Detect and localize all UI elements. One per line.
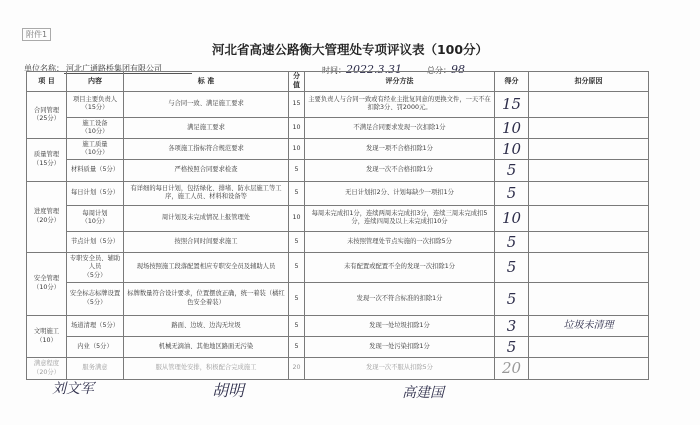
reason-cell [529, 252, 649, 282]
table-row [27, 282, 649, 315]
value-cell: 5 [289, 282, 305, 315]
standard-cell: 现场按照施工段落配置相应专职安全员及辅助人员 [124, 252, 289, 282]
method-cell: 发现一项不合格扣除1分 [305, 139, 495, 160]
value-cell: 5 [289, 160, 305, 181]
signature-1: 刘文军 [52, 381, 94, 397]
score-cell: 3 [495, 315, 529, 336]
table-row [27, 91, 649, 117]
method-cell: 发现一次不服从扣除5分 [305, 358, 495, 379]
method-cell: 未按照管理处节点实施的一次扣除5分 [305, 231, 495, 252]
value-cell: 5 [289, 181, 305, 205]
method-cell: 无日计划扣2分、计划每缺少一项扣1分 [305, 181, 495, 205]
standard-cell: 有详细的每日计划，包括绿化、排堵、防水层施工等工序，施工人员、材料和设备等 [124, 181, 289, 205]
standard-cell: 各项施工指标符合规范要求 [124, 139, 289, 160]
content-cell: 项目主要负责人 （15分） [67, 91, 124, 117]
method-cell: 主要负责人与合同一致或有经业主批复同意的更换文件，一天不在扣除3分、罚2000元。 [305, 91, 495, 117]
method-cell: 发现一次不符合标准的扣除1分 [305, 282, 495, 315]
total-score-label: 总分： [427, 66, 451, 75]
table-row [27, 139, 649, 160]
standard-cell: 按照合同时间要求施工 [124, 231, 289, 252]
reason-cell [529, 91, 649, 117]
score-cell: 20 [495, 358, 529, 379]
signature-2: 胡明 [212, 381, 245, 400]
table-row [27, 315, 649, 336]
method-cell: 发现一次不合格扣除1分 [305, 160, 495, 181]
value-cell: 5 [289, 315, 305, 336]
score-cell: 5 [495, 181, 529, 205]
form-title: 河北省高速公路衡大管理处专项评议表（100分） [211, 42, 489, 57]
standard-cell: 路面、边坡、边沟无垃圾 [124, 315, 289, 336]
unit-name-value: 河北广通路桥集团有限公司 [64, 64, 192, 74]
value-cell: 10 [289, 117, 305, 138]
project-cell: 文明施工 （10） [27, 315, 67, 358]
content-cell: 安全标志标牌设置 （5分） [67, 282, 124, 315]
reason-cell [529, 117, 649, 138]
project-cell: 合同管理 （25分） [27, 91, 67, 138]
content-cell: 材料质量（5分） [67, 160, 124, 181]
table-row [27, 117, 649, 138]
column-header: 项 目 [27, 72, 67, 92]
total-score-value: 98 [451, 63, 465, 76]
method-cell: 每周未完成扣1分，连续两周未完成扣3分，连续三周未完成扣5分，连续四周及以上未完成扣10分 [305, 205, 495, 231]
date-label: 时间： [322, 66, 346, 75]
score-cell: 5 [495, 160, 529, 181]
table-row [27, 205, 649, 231]
value-cell: 20 [289, 358, 305, 379]
score-cell: 5 [495, 231, 529, 252]
column-header: 内容 [67, 72, 124, 92]
unit-name-label: 单位名称： [24, 64, 64, 73]
score-cell: 10 [495, 205, 529, 231]
content-cell: 每日计划（5分） [67, 181, 124, 205]
standard-cell: 周计划及未完成情况上报管理处 [124, 205, 289, 231]
standard-cell: 标牌数量符合设计要求，位置摆放正确，统一着装（橘红色安全着装） [124, 282, 289, 315]
value-cell: 5 [289, 337, 305, 358]
reason-cell [529, 231, 649, 252]
date-value: 2022.3.31 [346, 63, 402, 76]
reason-cell [529, 337, 649, 358]
project-cell: 安全管理 （10分） [27, 252, 67, 315]
standard-cell: 服从管理处安排，积极配合完成施工 [124, 358, 289, 379]
score-cell: 10 [495, 117, 529, 138]
attachment-label: 附件1 [22, 28, 51, 41]
column-header: 扣分原因 [529, 72, 649, 92]
column-header: 评分方法 [305, 72, 495, 92]
standard-cell: 满足施工要求 [124, 117, 289, 138]
value-cell: 15 [289, 91, 305, 117]
value-cell: 5 [289, 231, 305, 252]
score-cell: 5 [495, 337, 529, 358]
value-cell: 10 [289, 139, 305, 160]
method-cell: 不满足合同要求发现一次扣除1分 [305, 117, 495, 138]
project-cell: 质量管理 （15分） [27, 139, 67, 182]
table-row [27, 231, 649, 252]
reason-cell [529, 358, 649, 379]
content-cell: 服务满意 [67, 358, 124, 379]
value-cell: 10 [289, 205, 305, 231]
standard-cell: 机械无滴油、其他地区路面无污染 [124, 337, 289, 358]
table-row [27, 337, 649, 358]
content-cell: 施工质量 （10分） [67, 139, 124, 160]
method-cell: 未有配置或配置不全的发现一次扣除1分 [305, 252, 495, 282]
column-header: 得分 [495, 72, 529, 92]
score-cell: 5 [495, 252, 529, 282]
content-cell: 每周计划 （10分） [67, 205, 124, 231]
table-row [27, 160, 649, 181]
reason-cell [529, 139, 649, 160]
content-cell: 节点计划（5分） [67, 231, 124, 252]
project-cell: 进度管理 （20分） [27, 181, 67, 252]
content-cell: 场道清理（5分） [67, 315, 124, 336]
reason-cell [529, 205, 649, 231]
table-row [27, 181, 649, 205]
evaluation-table [26, 71, 649, 380]
standard-cell: 严格按照合同要求检查 [124, 160, 289, 181]
table-row [27, 358, 649, 379]
reason-cell [529, 282, 649, 315]
reason-cell [529, 160, 649, 181]
column-header: 标 准 [124, 72, 289, 92]
method-cell: 发现一处污染扣除1分 [305, 337, 495, 358]
standard-cell: 与合同一致、满足施工要求 [124, 91, 289, 117]
content-cell: 内业（5分） [67, 337, 124, 358]
reason-cell: 垃圾未清理 [529, 315, 649, 336]
reason-cell [529, 181, 649, 205]
content-cell: 专职安全员、辅助人员 （5分） [67, 252, 124, 282]
score-cell: 5 [495, 282, 529, 315]
score-cell: 15 [495, 91, 529, 117]
signature-3: 高建国 [402, 385, 444, 401]
column-header: 分值 [289, 72, 305, 92]
method-cell: 发现一处垃圾扣除1分 [305, 315, 495, 336]
value-cell: 5 [289, 252, 305, 282]
project-cell: 满意程度 （20分） [27, 358, 67, 379]
table-row [27, 252, 649, 282]
content-cell: 施工设备 （10分） [67, 117, 124, 138]
table-header-row [27, 72, 649, 92]
score-cell: 10 [495, 139, 529, 160]
